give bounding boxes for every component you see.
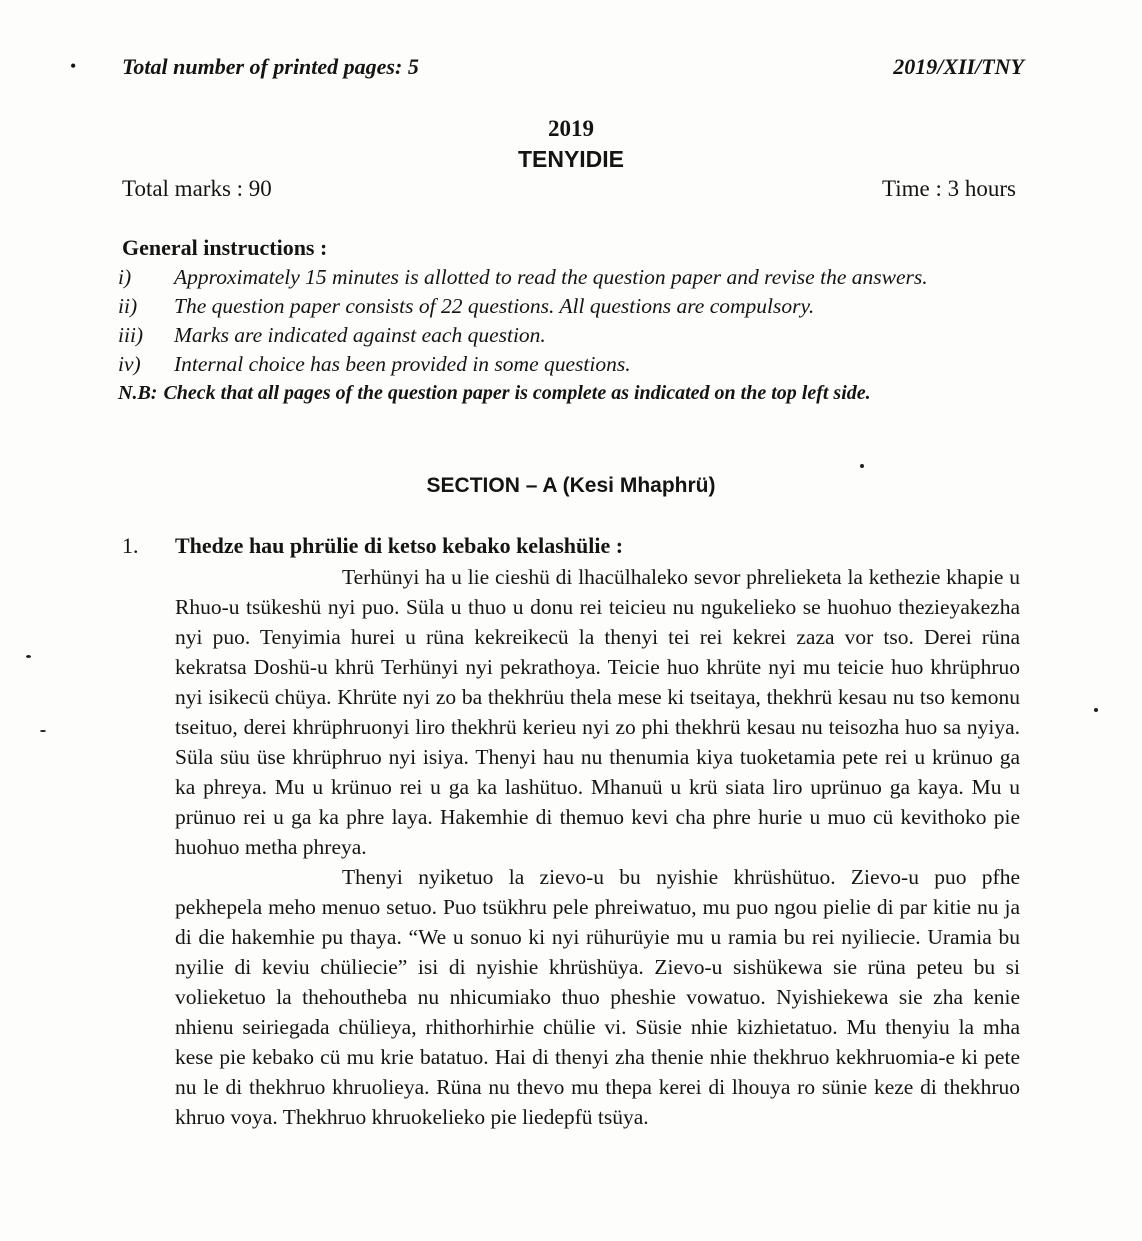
ink-speck	[860, 464, 864, 468]
instruction-item	[118, 263, 1023, 292]
passage-paragraph: Terhünyi ha u lie cieshü di lhacülhaleko sevor phrelieketa la kethezie khapie u Rhuo-u tsükeshü nyi puo. Süla u thuo u donu rei teicieu nu ngukelieko se huohuo thezieyakezha nyi puo. Tenyimia hurei u rüna kekreikecü la thenyi tei rei kekrei zaza vor tso. Derei rüna kekratsa Doshü-u khrü Terhünyi nyi pekrathoya. Teicie huo khrüte nyi mu teicie huo khrüphruo nyi isikecü chüya. Khrüte nyi zo ba thekhrüu thela mese ki tseitaya, thekhrü kesau nu tso kemonu tseituo, derei khrüphruonyi liro thekhrü kerieu nyi zo phi thekhrü kesau nu teisozha huo sa nyiya. Süla süu üse khrüphruo nyi isiya. Thenyi hau nu thenumia kiya tuoketamia pete rei u krünuo ga ka phreya. Mu u krünuo rei u ga ka lashütuo. Mhanuü u krü siata liro uprünuo ga kaya. Mu u prünuo rei u ga ka phre laya. Hakemhie di themuo kevi cha phre hurie u muo cü kevithoko pie huohuo metha phreya.	[175, 565, 1020, 859]
exam-time: Time : 3 hours	[882, 176, 1016, 201]
instruction-text: The question paper consists of 22 questions. All questions are compulsory.	[174, 294, 815, 318]
ink-speck	[40, 730, 46, 732]
passage	[175, 562, 1020, 1132]
instruction-item	[118, 292, 1023, 321]
section-title: SECTION – A (Kesi Mhaphrü)	[426, 474, 716, 497]
ink-speck	[26, 655, 31, 658]
instruction-item	[118, 321, 1023, 350]
instruction-text: Internal choice has been provided in some questions.	[174, 352, 631, 376]
nb-label: N.B:	[118, 382, 158, 404]
instructions-title: General instructions :	[122, 235, 328, 260]
question-number: 1.	[122, 533, 139, 558]
question-prompt: Thedze hau phrülie di ketso kebako kelashülie :	[175, 533, 624, 558]
bullet-mark: •	[70, 56, 77, 76]
exam-year: 2019	[548, 116, 594, 141]
instructions-list	[118, 263, 1023, 408]
instruction-number: ii)	[118, 294, 138, 318]
paper-code: 2019/XII/TNY	[893, 54, 1024, 79]
instruction-item	[118, 350, 1023, 379]
printed-pages-note: Total number of printed pages: 5	[122, 54, 419, 79]
instruction-number: iv)	[118, 352, 141, 376]
instruction-text: Marks are indicated against each question.	[174, 323, 546, 347]
nb-note	[118, 379, 1023, 408]
ink-speck	[1094, 708, 1098, 712]
passage-paragraph: Thenyi nyiketuo la zievo-u bu nyishie khrüshütuo. Zievo-u puo pfhe pekhepela meho menuo setuo. Puo tsükhru pele phreiwatuo, mu puo ngou pielie di par kitie nu ja di die hakemhie pu thaya. “We u sonuo ki nyi rühurüyie mu u ramia bu rei nyiliecie. Uramia bu nyilie di keviu chüliecie” isi di nyishie khrüshüya. Zievo-u sishükewa sie rüna peteu bu si volieketuo la thehoutheba nu nhicumiako thuo pheshie vowatuo. Nyishiekewa sie zha kenie nhienu seiriegada chülieya, rhithorhirhie chülie vi. Süsie nhie kizhietatuo. Mu thenyiu la mha kese pie kebako cü mu krie batatuo. Hai di thenyi zha thenie nhie thekhruo kekhruomia-e ki pete nu le di thekhruo khruolieya. Rüna nu thevo mu thepa kerei di lhouya ro sünie keze di thekhruo khruo voya. Thekhruo khruokelieko pie liedepfü tsüya.	[175, 865, 1020, 1129]
instruction-number: iii)	[118, 323, 144, 347]
nb-text: Check that all pages of the question paper is complete as indicated on the top left side.	[163, 382, 871, 404]
instruction-number: i)	[118, 265, 132, 289]
total-marks: Total marks : 90	[122, 176, 272, 201]
exam-subject: TENYIDIE	[517, 146, 625, 172]
instruction-text: Approximately 15 minutes is allotted to read the question paper and revise the answers.	[174, 265, 928, 289]
